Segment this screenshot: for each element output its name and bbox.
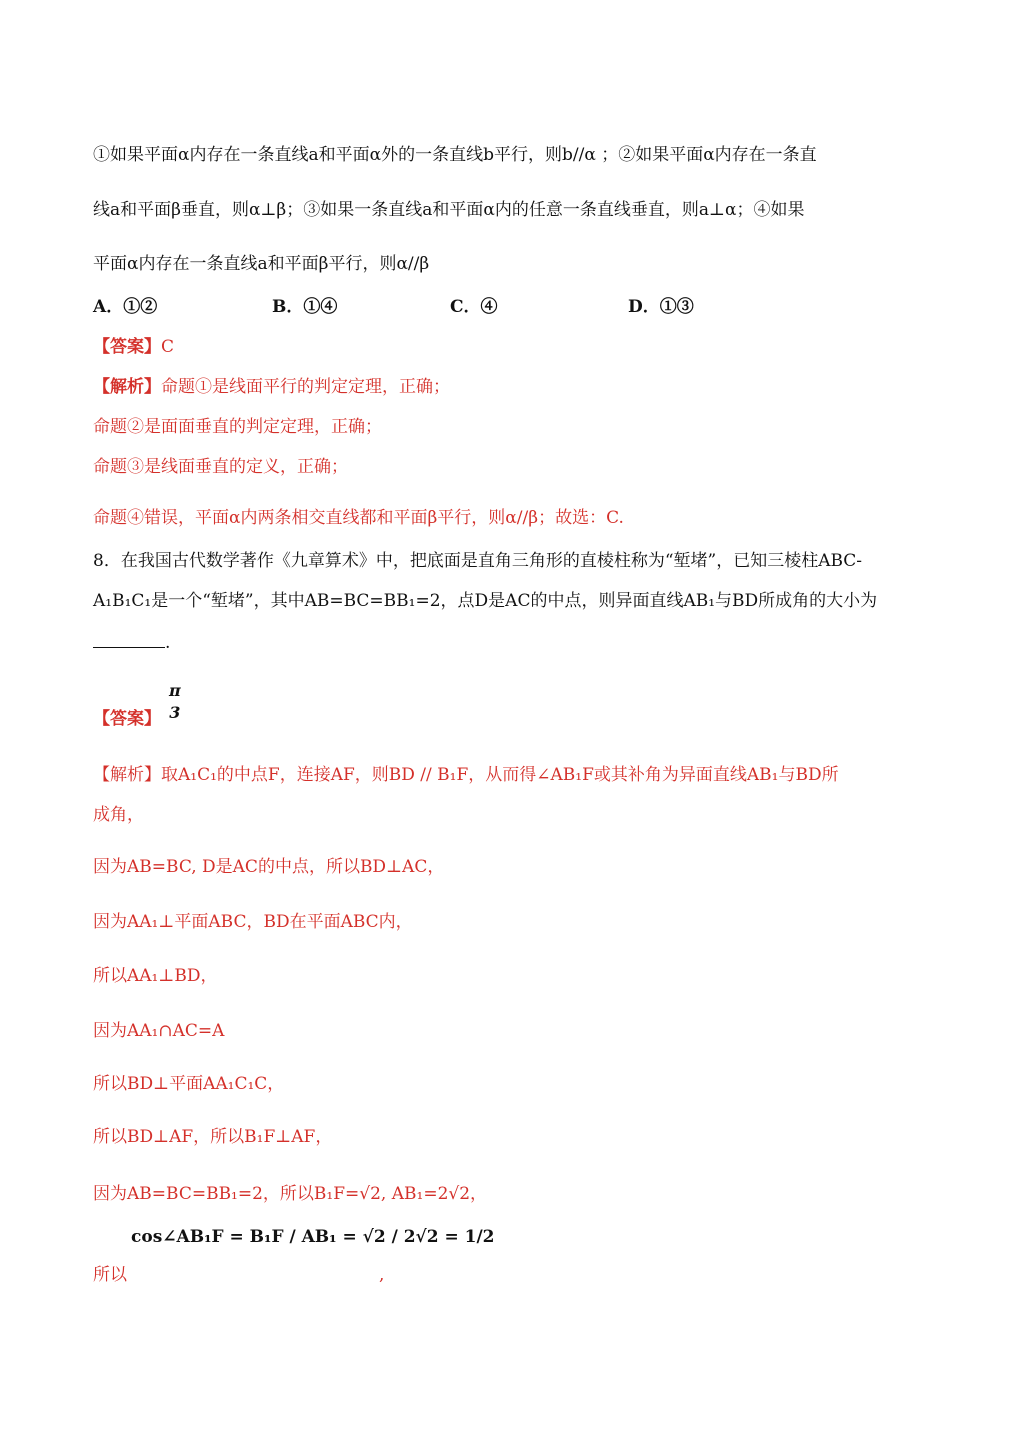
option-c: C．④: [450, 297, 498, 317]
problem8-analysis-2: 成角，: [93, 805, 144, 825]
problem8-line-2: [93, 590, 929, 612]
option-a: A．①②: [93, 297, 158, 317]
problem8-step-9: 因为AB=BC=BB₁=2，所以B₁F=√2, AB₁=2√2，: [93, 1184, 488, 1204]
problem7-analysis-1: [93, 376, 929, 398]
fraction-denominator: 3: [169, 703, 181, 722]
problem7-line-1-text: ①如果平面α内存在一条直线a和平面α外的一条直线b平行，则b//α ；②如果平面α内存在一条直: [93, 145, 817, 165]
answer-label: 【答案】: [93, 709, 161, 729]
analysis-text: 命题①是线面平行的判定定理，正确；: [161, 377, 450, 397]
answer-label: 【答案】: [93, 337, 161, 357]
problem8-analysis-1: [93, 764, 929, 786]
problem8-step-4: 因为AA₁⊥平面ABC，BD在平面ABC内，: [93, 912, 413, 932]
analysis-step-1: 取A₁C₁的中点F，连接AF，则BD // B₁F，从而得∠AB₁F或其补角为异面直线AB₁与BD所: [161, 765, 839, 785]
problem8-line-1: [93, 550, 929, 572]
step-prefix-suoyi: 所以: [93, 1265, 127, 1285]
problem8-step-8: 所以BD⊥AF，所以B₁F⊥AF，: [93, 1127, 333, 1147]
problem7-analysis-2: 命题②是面面垂直的判定定理，正确；: [93, 417, 382, 437]
problem8-blank-line: .: [93, 632, 929, 654]
problem7-answer: [93, 336, 929, 358]
problem8-step-6: 因为AA₁∩AC=A: [93, 1021, 225, 1041]
problem7-line-1: [93, 144, 929, 166]
problem8-final-step: [93, 1222, 929, 1284]
problem7-line-3-text: 平面α内存在一条直线a和平面β平行，则α//β: [93, 254, 430, 274]
problem8-step-7: 所以BD⊥平面AA₁C₁C，: [93, 1074, 285, 1094]
fraction-numerator: π: [169, 681, 181, 700]
problem8-line-2-text: A₁B₁C₁是一个“堑堵”，其中AB=BC=BB₁=2，点D是AC的中点，则异面直线AB₁与BD所成角的大小为: [93, 591, 878, 611]
answer-blank: [93, 633, 165, 648]
answer-value: C: [161, 337, 175, 357]
analysis-label: 【解析】: [93, 377, 161, 397]
problem8-answer: [93, 680, 929, 730]
problem8-step-3: 因为AB=BC, D是AC的中点，所以BD⊥AC，: [93, 857, 445, 877]
problem8-line-1-text: 8．在我国古代数学著作《九章算术》中，把底面是直角三角形的直棱柱称为“堑堵”，已知三棱柱ABC-: [93, 551, 863, 571]
problem7-analysis-3: 命题③是线面垂直的定义，正确；: [93, 457, 348, 477]
problem7-analysis-4: 命题④错误，平面α内两条相交直线都和平面β平行，则α//β；故选：C.: [93, 508, 624, 528]
analysis-label: 【解析】: [93, 765, 161, 785]
problem7-line-2-text: 线a和平面β垂直，则α⊥β；③如果一条直线a和平面α内的任意一条直线垂直，则a⊥α；④如果: [93, 200, 805, 220]
option-b: B．①④: [272, 297, 338, 317]
option-d: D．①③: [628, 297, 694, 317]
problem8-step-5: 所以AA₁⊥BD，: [93, 966, 218, 986]
cosine-formula: cos∠AB₁F = B₁F / AB₁ = √2 / 2√2 = 1/2: [131, 1227, 495, 1247]
problem7-line-3: [93, 253, 929, 275]
trailing-comma: ,: [379, 1265, 385, 1285]
problem7-line-2: [93, 199, 929, 221]
answer-fraction: [167, 680, 183, 724]
